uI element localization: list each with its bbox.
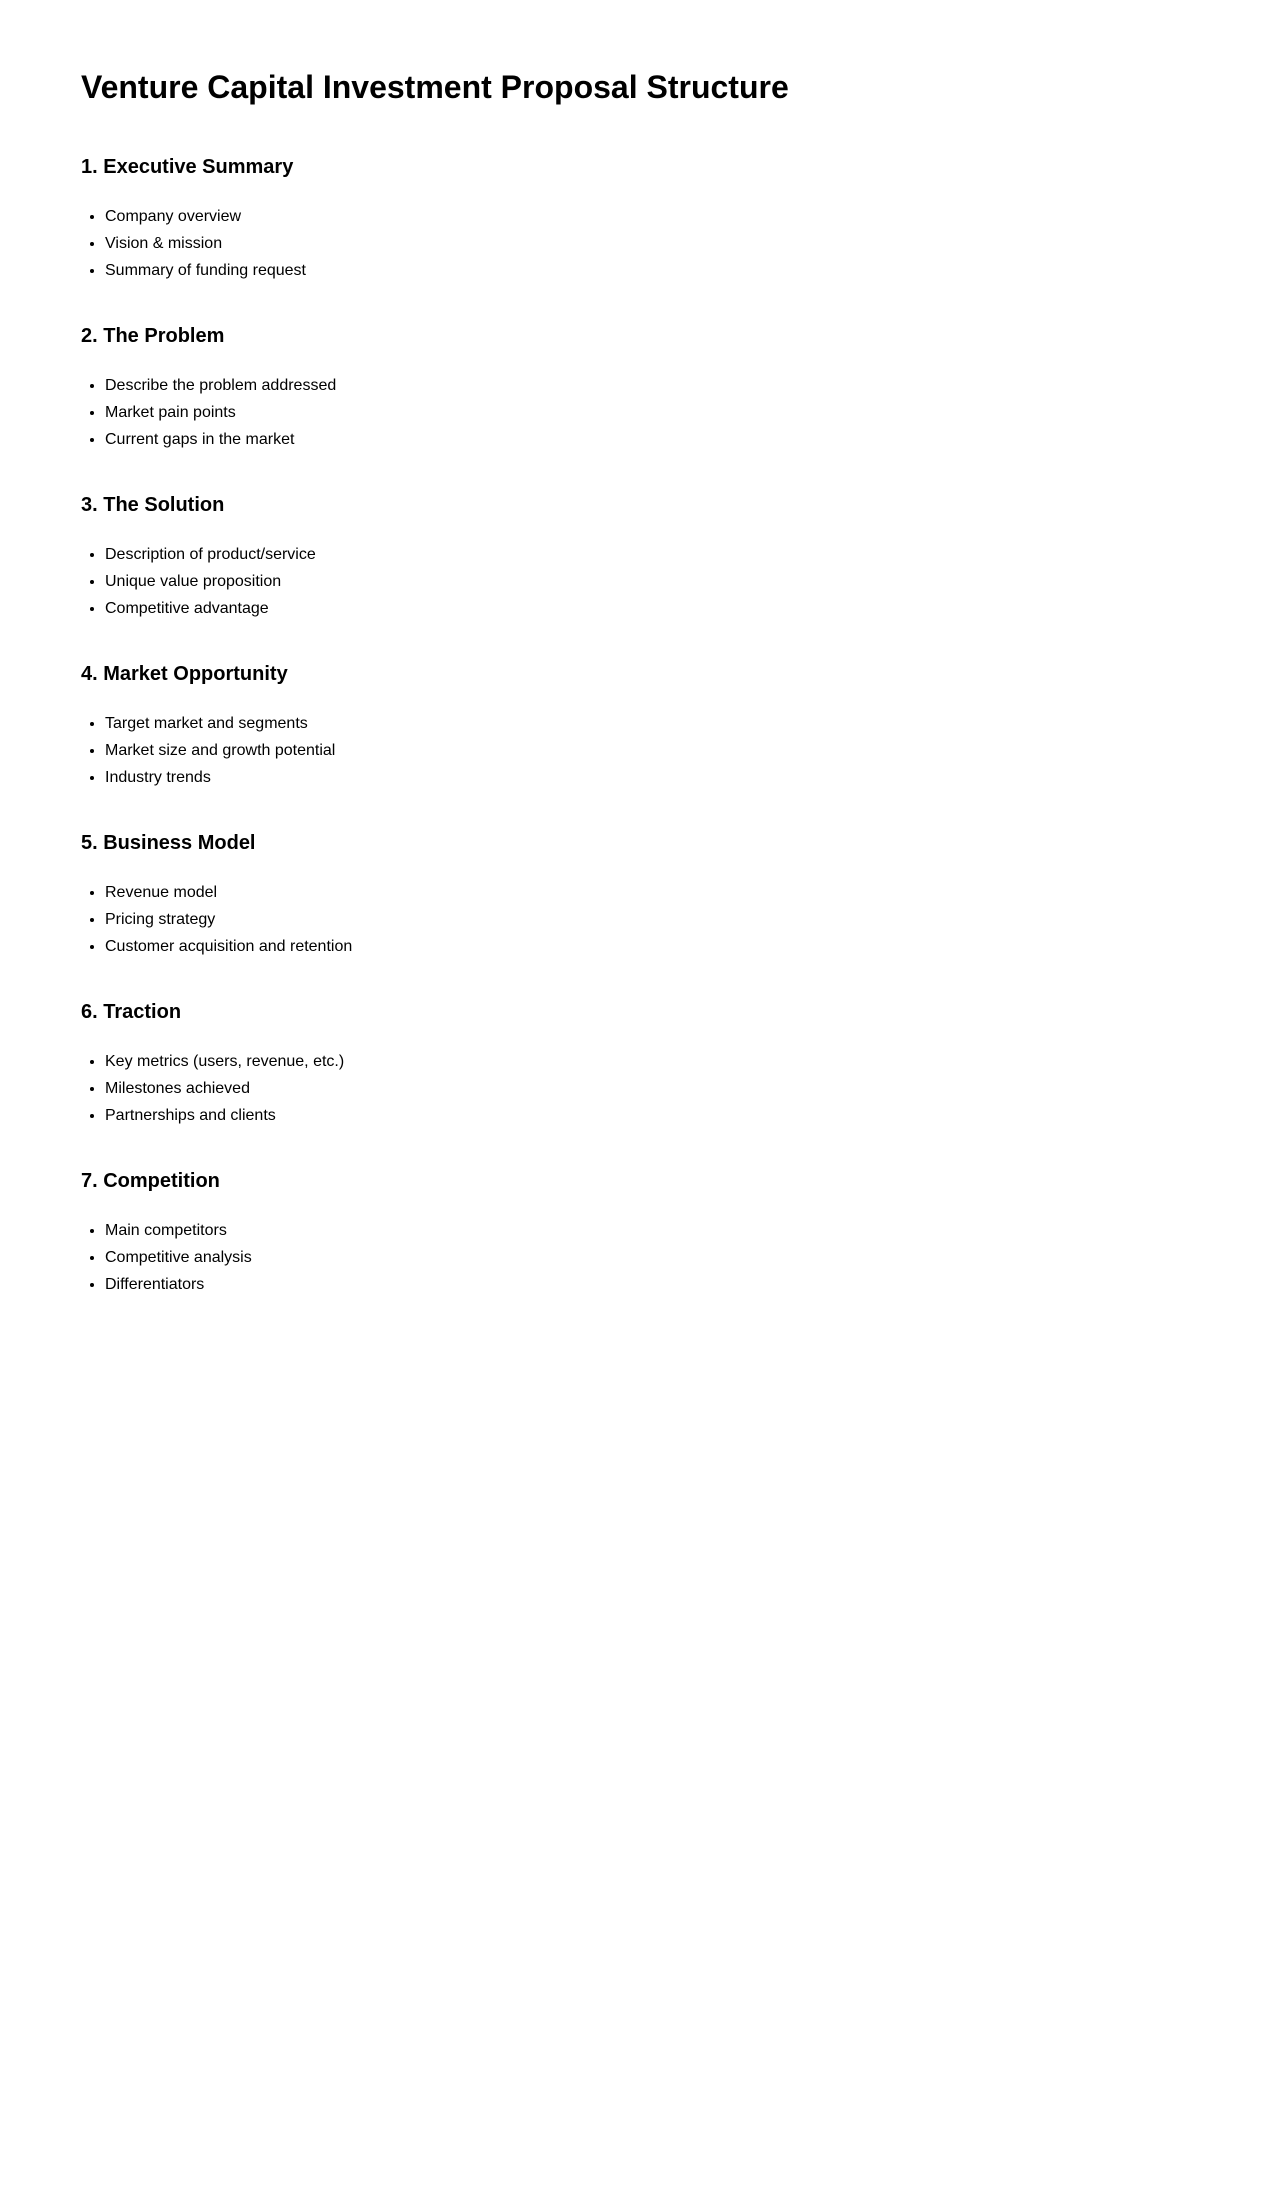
list-item: • Pricing strategy <box>105 906 1182 933</box>
list-item: • Revenue model <box>105 879 1182 906</box>
list-item: • Unique value proposition <box>105 568 1182 595</box>
section-heading: 4. Market Opportunity <box>81 663 288 685</box>
list-item: • Description of product/service <box>105 541 1182 568</box>
section-heading: 7. Competition <box>81 1170 220 1192</box>
page-title: Venture Capital Investment Proposal Structure <box>81 69 789 105</box>
list-item: • Differentiators <box>105 1271 1182 1298</box>
bullet-list <box>81 203 1182 284</box>
list-item: • Summary of funding request <box>105 257 1182 284</box>
section-traction <box>81 1000 1182 1129</box>
section-executive-summary <box>81 155 1182 284</box>
bullet-list <box>81 1048 1182 1129</box>
list-item: • Competitive analysis <box>105 1244 1182 1271</box>
list-item: • Describe the problem addressed <box>105 372 1182 399</box>
list-item: • Current gaps in the market <box>105 426 1182 453</box>
section-business-model <box>81 831 1182 960</box>
section-heading: 6. Traction <box>81 1001 182 1023</box>
bullet-list <box>81 710 1182 791</box>
section-heading: 1. Executive Summary <box>81 156 294 178</box>
section-market-opportunity <box>81 662 1182 791</box>
bullet-list <box>81 879 1182 960</box>
list-item: • Industry trends <box>105 764 1182 791</box>
list-item: • Market size and growth potential <box>105 737 1182 764</box>
section-heading: 2. The Problem <box>81 325 225 347</box>
section-competition <box>81 1169 1182 1298</box>
bullet-list <box>81 541 1182 622</box>
list-item: • Customer acquisition and retention <box>105 933 1182 960</box>
list-item: • Partnerships and clients <box>105 1102 1182 1129</box>
list-item: • Milestones achieved <box>105 1075 1182 1102</box>
list-item: • Key metrics (users, revenue, etc.) <box>105 1048 1182 1075</box>
bullet-list <box>81 372 1182 453</box>
section-the-problem <box>81 324 1182 453</box>
list-item: • Vision & mission <box>105 230 1182 257</box>
list-item: • Market pain points <box>105 399 1182 426</box>
section-heading: 3. The Solution <box>81 494 225 516</box>
list-item: • Company overview <box>105 203 1182 230</box>
section-the-solution <box>81 493 1182 622</box>
list-item: • Target market and segments <box>105 710 1182 737</box>
list-item: • Competitive advantage <box>105 595 1182 622</box>
bullet-list <box>81 1217 1182 1298</box>
list-item: • Main competitors <box>105 1217 1182 1244</box>
section-heading: 5. Business Model <box>81 832 256 854</box>
